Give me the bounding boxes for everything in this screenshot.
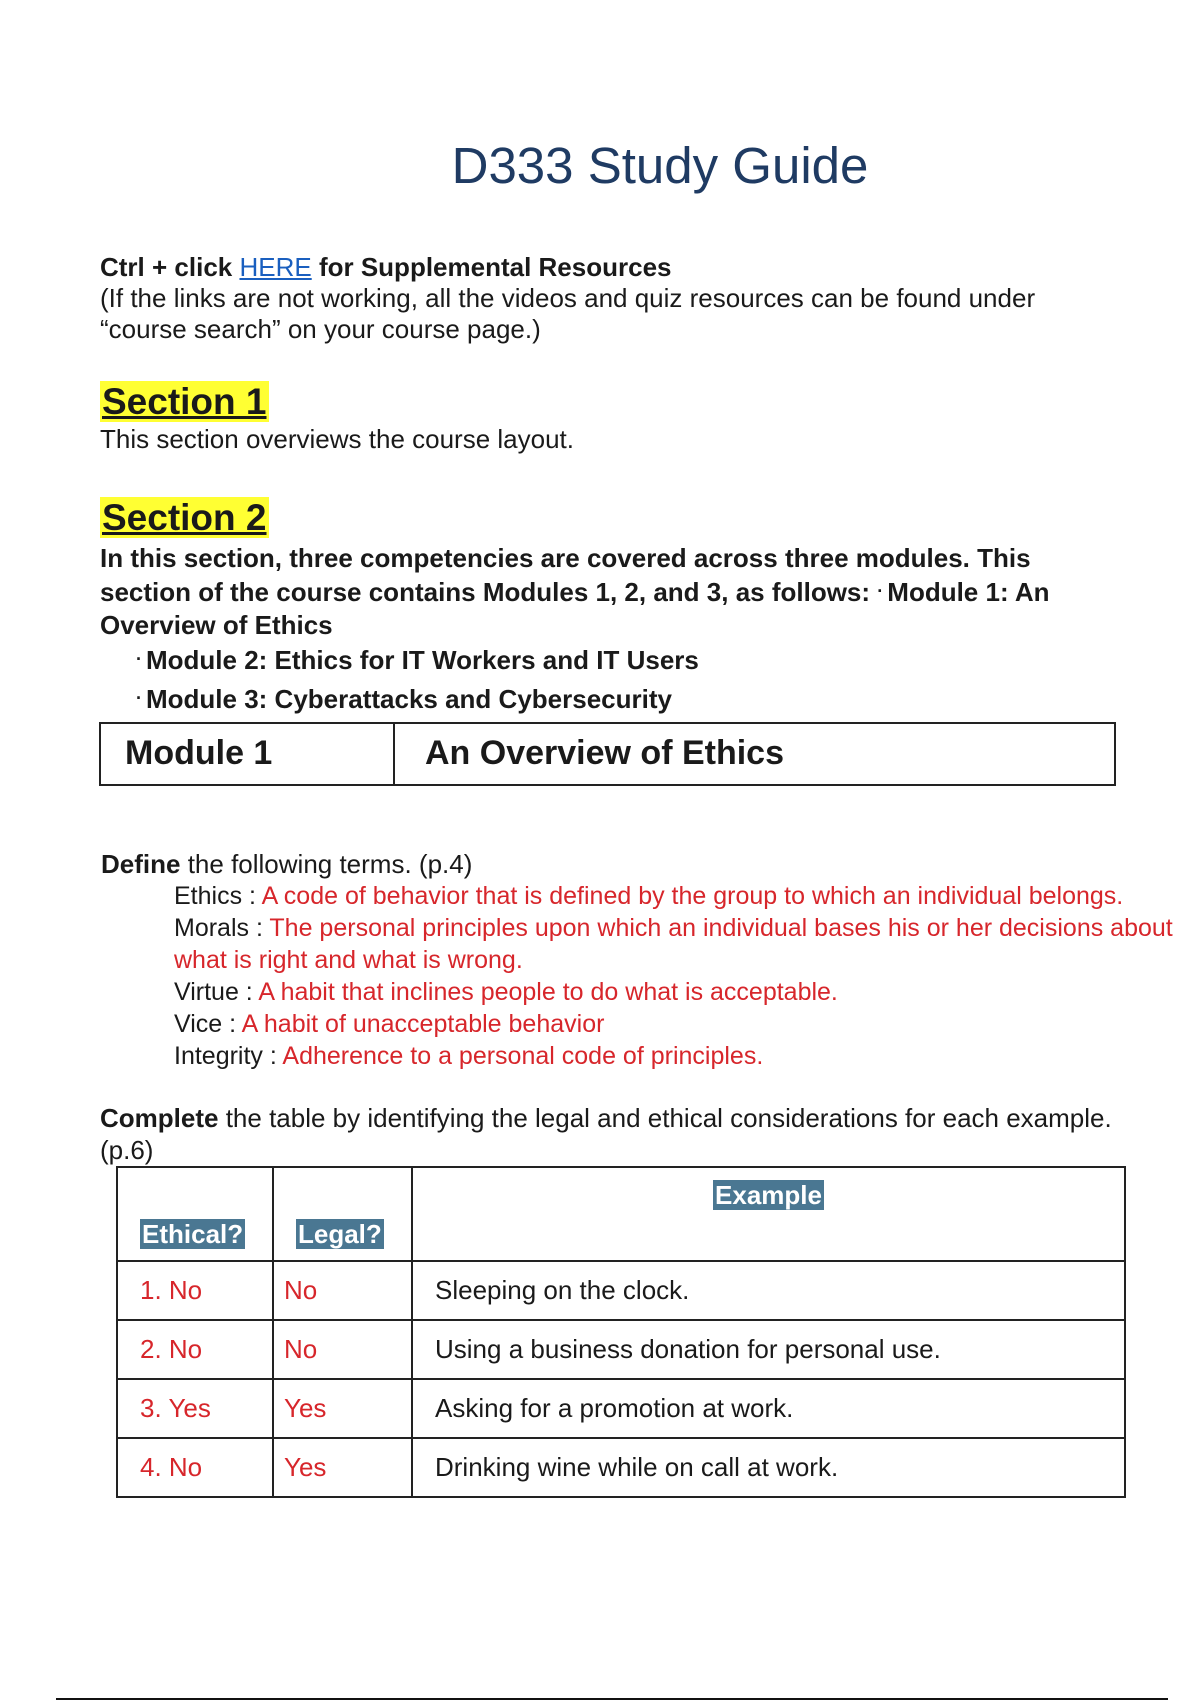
- terms-list: [174, 880, 1184, 1072]
- module-3-list-item: [136, 682, 672, 716]
- module-1-bullet: Module 1: An Overview of Ethics: [100, 577, 1050, 640]
- term-name: Virtue :: [174, 978, 253, 1006]
- header-example: Example: [412, 1167, 1125, 1261]
- section-1-heading: Section 1: [102, 381, 267, 422]
- term-name: Ethics :: [174, 882, 256, 910]
- section-2-heading: Section 2: [102, 497, 267, 538]
- ethical-answer: 4. No: [117, 1438, 273, 1497]
- resources-suffix: for Supplemental Resources: [318, 252, 672, 282]
- module-3-bullet: Module 3: Cyberattacks and Cybersecurity: [146, 684, 672, 714]
- supplemental-resources: [100, 252, 1120, 345]
- section-2-intro: [100, 542, 1120, 642]
- module-2-list-item: [136, 643, 699, 677]
- term-name: Vice :: [174, 1010, 237, 1038]
- term-row: [174, 880, 1184, 912]
- table-row: [117, 1320, 1125, 1379]
- bullet-glyph: ·: [136, 688, 142, 708]
- complete-lead: Complete: [100, 1103, 219, 1133]
- table-row: [117, 1438, 1125, 1497]
- legal-answer: No: [273, 1261, 412, 1320]
- legal-answer: Yes: [273, 1379, 412, 1438]
- example-text: Sleeping on the clock.: [412, 1261, 1125, 1320]
- term-row: [174, 1008, 1184, 1040]
- resources-note: (If the links are not working, all the videos and quiz resources can be found under “course search” on your course page.): [100, 283, 1036, 344]
- ethical-answer: 3. Yes: [117, 1379, 273, 1438]
- section-1: [100, 380, 574, 455]
- complete-rest: the table by identifying the legal and ethical considerations for each example. (p.6): [100, 1103, 1112, 1165]
- bullet-glyph: ·: [877, 581, 884, 601]
- header-legal: Legal?: [273, 1167, 412, 1261]
- term-name: Morals :: [174, 914, 263, 942]
- term-row: [174, 976, 1184, 1008]
- resources-link[interactable]: HERE: [239, 252, 312, 282]
- section-2-intro-text: In this section, three competencies are covered across three modules. This section of the course contains Modules 1, 2, and 3, as follows:: [100, 543, 1031, 607]
- term-row: [174, 1040, 1184, 1072]
- module-2-bullet: Module 2: Ethics for IT Workers and IT Users: [146, 645, 699, 675]
- term-definition: The personal principles upon which an individual bases his or her decisions about what is right and what is wrong.: [174, 914, 1173, 974]
- example-text: Using a business donation for personal use.: [412, 1320, 1125, 1379]
- term-name: Integrity :: [174, 1042, 277, 1070]
- legal-answer: No: [273, 1320, 412, 1379]
- term-definition: A habit of unacceptable behavior: [241, 1010, 605, 1038]
- resources-prefix: Ctrl + click: [100, 252, 233, 282]
- legal-answer: Yes: [273, 1438, 412, 1497]
- table-row: [117, 1379, 1125, 1438]
- define-rest: the following terms. (p.4): [187, 849, 473, 879]
- header-ethical: Ethical?: [117, 1167, 273, 1261]
- module-header-table: [99, 722, 1116, 786]
- module-number: Module 1: [101, 724, 395, 784]
- example-text: Drinking wine while on call at work.: [412, 1438, 1125, 1497]
- section-1-text: This section overviews the course layout.: [100, 424, 574, 454]
- term-definition: A code of behavior that is defined by the group to which an individual belongs.: [261, 882, 1124, 910]
- term-definition: A habit that inclines people to do what is acceptable.: [258, 978, 838, 1006]
- term-definition: Adherence to a personal code of principles.: [282, 1042, 764, 1070]
- module-name: An Overview of Ethics: [425, 734, 784, 772]
- term-row: [174, 912, 1184, 976]
- complete-instructions: [100, 1102, 1120, 1166]
- ethical-answer: 1. No: [117, 1261, 273, 1320]
- page-title: D333 Study Guide: [451, 137, 869, 194]
- define-lead: Define: [101, 849, 181, 879]
- section-2: [100, 496, 269, 540]
- bullet-glyph: ·: [136, 649, 142, 669]
- define-instructions: [101, 848, 1181, 880]
- example-text: Asking for a promotion at work.: [412, 1379, 1125, 1438]
- ethical-answer: 2. No: [117, 1320, 273, 1379]
- ethics-table: [116, 1166, 1126, 1498]
- table-row: [117, 1261, 1125, 1320]
- table-header-row: [117, 1167, 1125, 1261]
